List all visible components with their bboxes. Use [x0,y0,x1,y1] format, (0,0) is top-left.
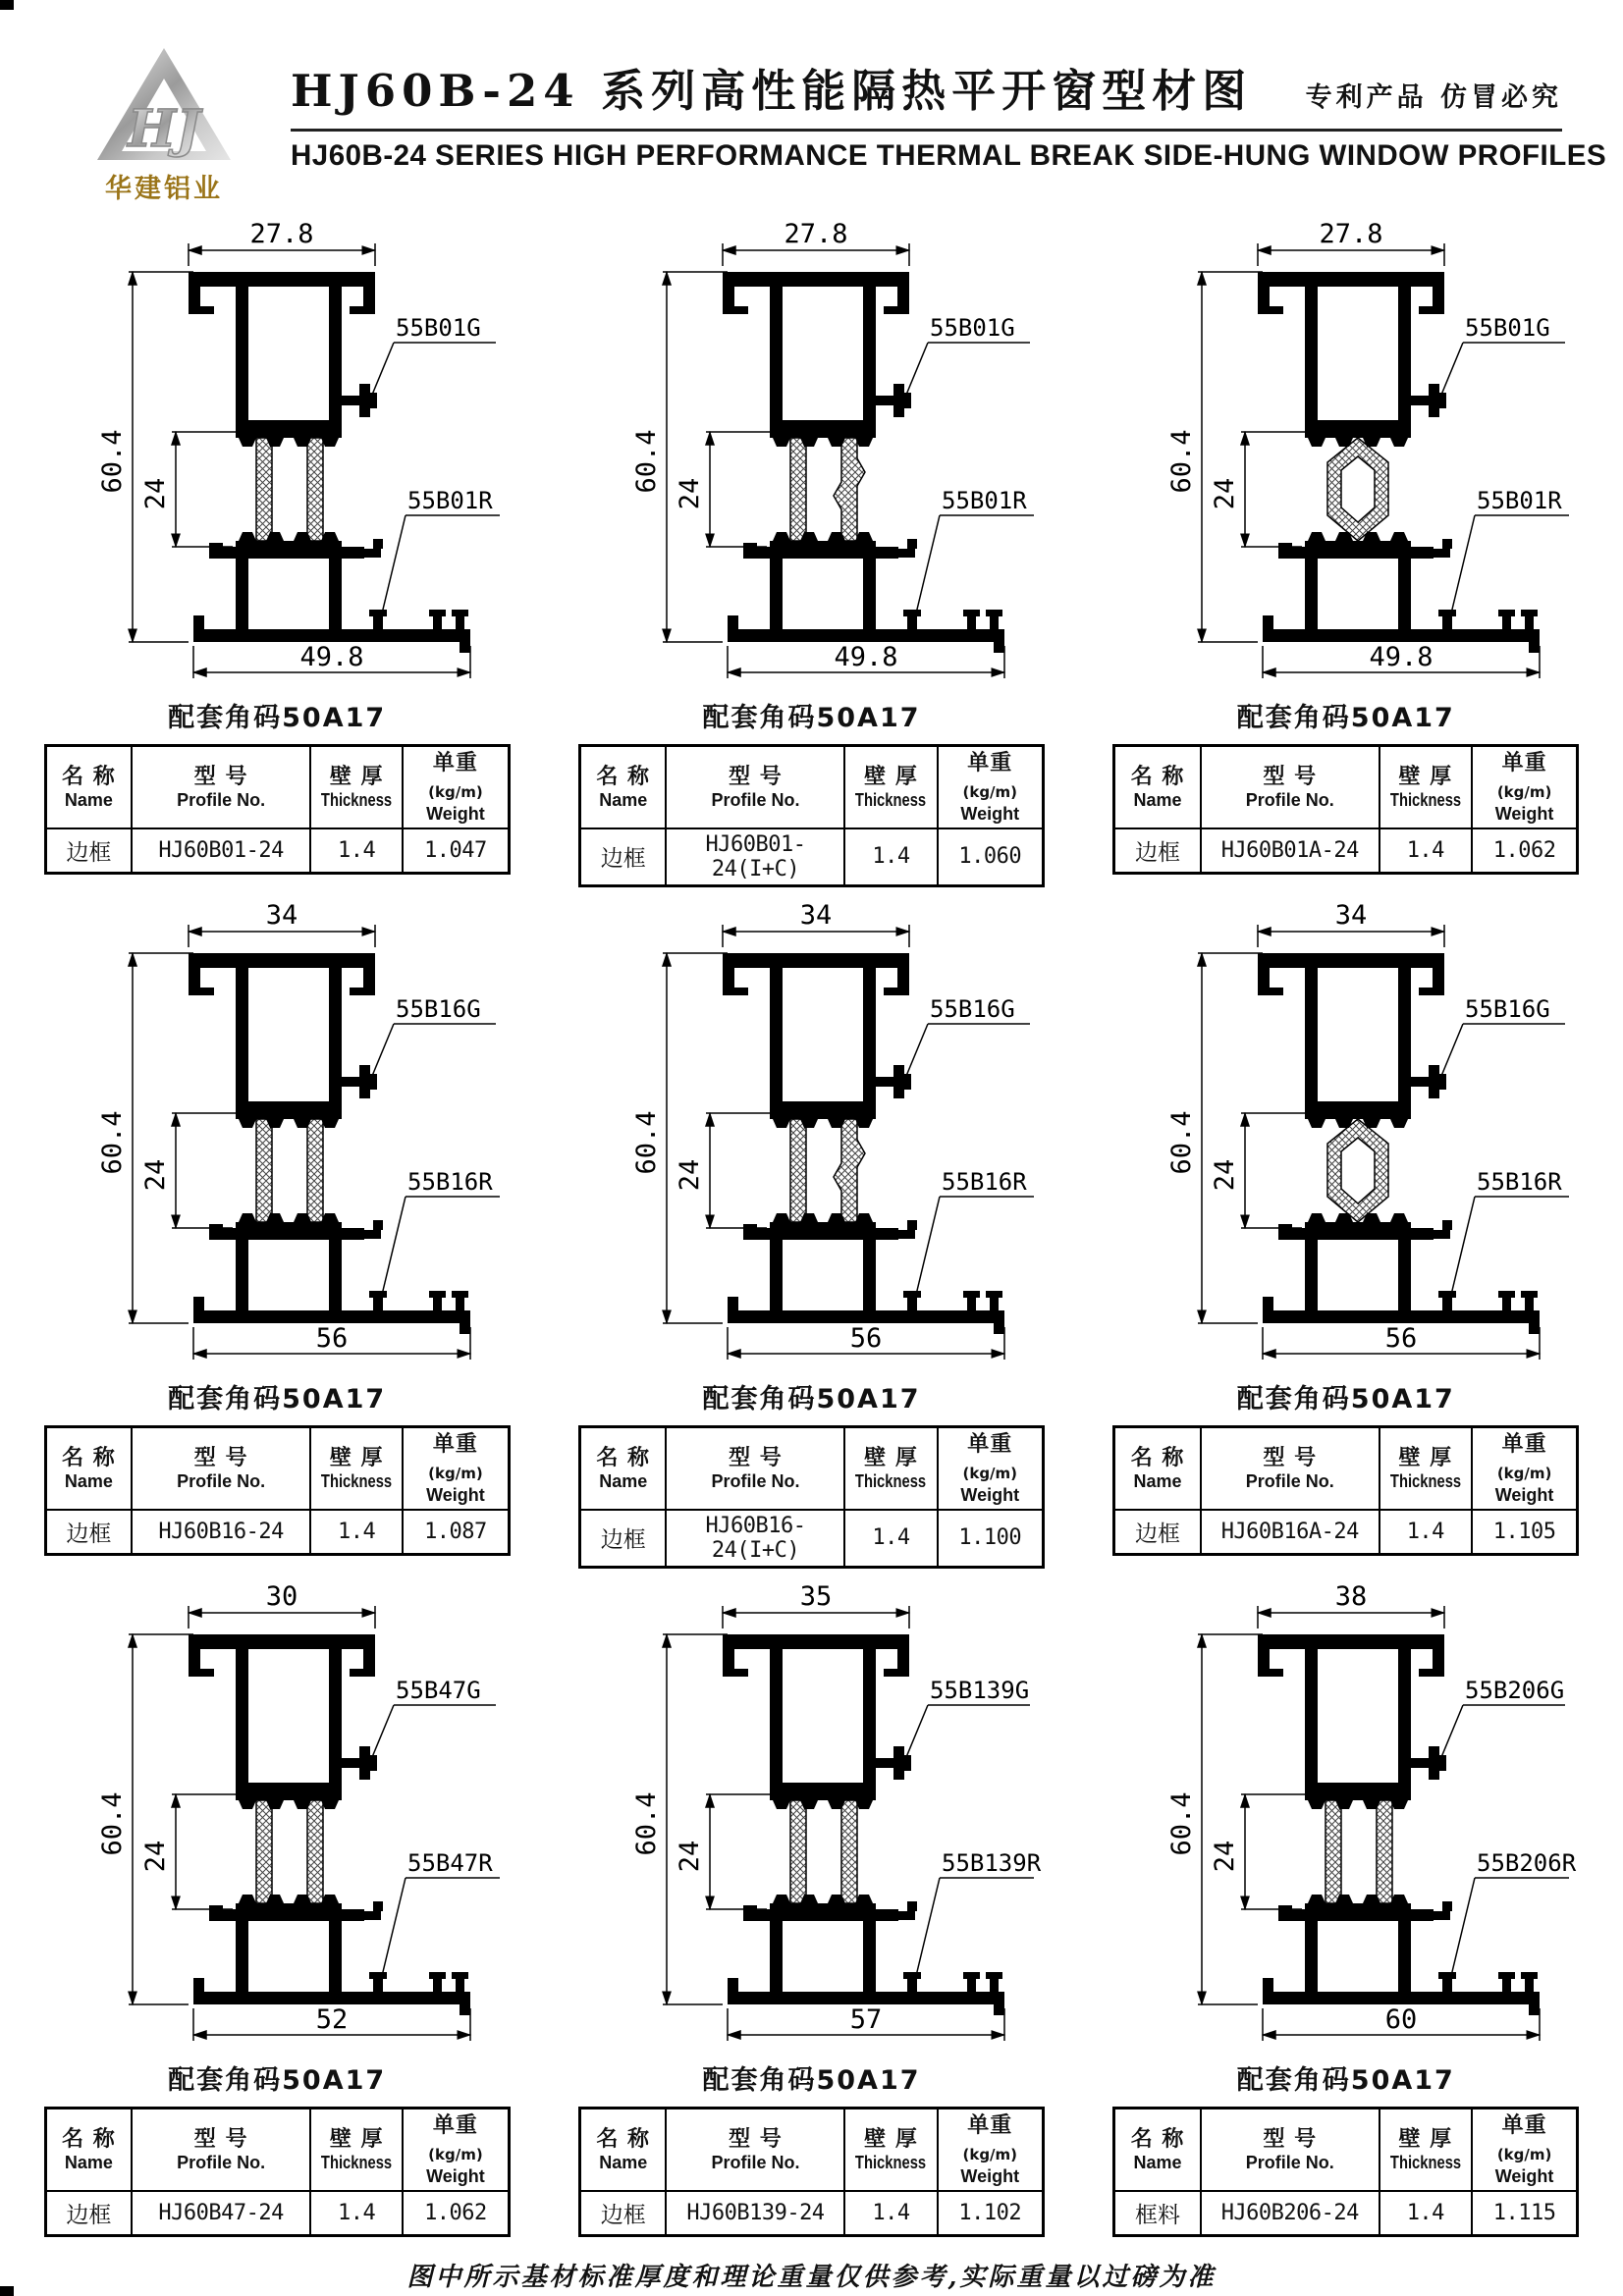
col-profile-header: 型 号 Profile No. [1201,746,1380,828]
weight-cell: 1.102 [938,2191,1044,2236]
dim-top-width: 38 [1334,1581,1368,1612]
profile-drawing [580,892,1042,1373]
col-profile-header: 型 号 Profile No. [1201,1427,1380,1510]
profile-no-cell: HJ60B16-24 [132,1510,310,1555]
profile-cell [1079,1570,1613,2251]
patent-notice: 专利产品 仿冒必究 [1305,82,1562,113]
profile-drawing [580,1574,1042,2055]
col-thickness-header: 壁 厚 Thickness [1380,746,1472,828]
title-divider [291,129,1562,132]
dim-overall-height: 60.4 [631,429,663,494]
gasket-label-g: 55B01G [396,314,481,342]
corner-code-label: 配套角码50A17 [702,703,921,733]
gasket-label-g: 55B01G [1464,314,1550,342]
weight-cell: 1.062 [1472,828,1578,874]
col-name-header: 名 称 Name [579,746,666,828]
profile-no-cell: HJ60B16-24(I+C) [666,1510,844,1568]
col-thickness-header: 壁 厚 Thickness [844,746,937,828]
spec-header-row [1114,2109,1578,2191]
profile-no-cell: HJ60B01-24(I+C) [666,828,844,886]
dim-bottom-width: 56 [315,1323,349,1354]
profile-cell [10,207,544,888]
profile-drawing [1115,211,1577,692]
profile-cell [544,888,1078,1570]
profile-name-cell: 边框 [45,828,132,874]
profile-name-cell: 边框 [1114,828,1201,874]
corner-code-label: 配套角码50A17 [1236,2065,1455,2096]
gasket-label-r: 55B16R [942,1168,1028,1196]
thickness-cell: 1.4 [310,1510,403,1555]
spec-header-row [45,1427,509,1510]
drawing-slot [46,211,508,696]
profile-cell [544,207,1078,888]
col-thickness-header: 壁 厚 Thickness [310,1427,403,1510]
corner-code-label: 配套角码50A17 [1236,1384,1455,1415]
profile-no-cell: HJ60B01A-24 [1201,828,1380,874]
thickness-cell: 1.4 [1380,1510,1472,1555]
col-weight-header: 单重(kg/m) Weight [1472,746,1578,828]
spec-table [44,1425,511,1556]
corner-code-label: 配套角码50A17 [168,1384,387,1415]
profile-drawing [580,211,1042,692]
gasket-label-g: 55B01G [930,314,1016,342]
col-weight-header: 单重(kg/m) Weight [938,1427,1044,1510]
dim-top-width: 27.8 [784,219,848,249]
col-thickness-header: 壁 厚 Thickness [1380,2109,1472,2191]
col-name-header: 名 称 Name [1114,746,1201,828]
gasket-label-g: 55B139G [930,1677,1030,1704]
corner-code-label: 配套角码50A17 [168,703,387,733]
col-thickness-header: 壁 厚 Thickness [1380,1427,1472,1510]
dim-bottom-width: 56 [1384,1323,1418,1354]
spec-table [1112,1425,1579,1556]
dim-top-width: 35 [800,1581,833,1612]
drawing-slot [46,1574,508,2058]
corner-code-label: 配套角码50A17 [702,1384,921,1415]
spec-table [578,744,1045,887]
col-weight-header: 单重(kg/m) Weight [938,2109,1044,2191]
col-name-header: 名 称 Name [45,1427,132,1510]
col-name-header: 名 称 Name [45,2109,132,2191]
dim-top-width: 34 [800,900,833,931]
profile-name-cell: 边框 [45,2191,132,2236]
gasket-label-g: 55B16G [1464,995,1550,1023]
col-name-header: 名 称 Name [45,746,132,828]
drawing-slot [580,1574,1042,2058]
spec-header-row [579,746,1043,828]
dim-top-width: 34 [265,900,298,931]
spec-table [578,2107,1045,2237]
profile-drawing [46,211,508,692]
col-thickness-header: 壁 厚 Thickness [310,2109,403,2191]
col-weight-header: 单重(kg/m) Weight [1472,2109,1578,2191]
dim-overall-height: 60.4 [1165,429,1197,494]
dim-bottom-width: 57 [850,2004,883,2035]
col-thickness-header: 壁 厚 Thickness [844,2109,937,2191]
dim-break-height: 24 [675,477,706,510]
corner-code-label: 配套角码50A17 [168,2065,387,2096]
profile-cell [544,1570,1078,2251]
dim-bottom-width: 49.8 [299,642,364,672]
profile-no-cell: HJ60B206-24 [1201,2191,1380,2236]
spec-data-row [1114,1510,1578,1555]
spec-header-row [45,2109,509,2191]
dim-overall-height: 60.4 [97,1791,129,1856]
col-name-header: 名 称 Name [579,1427,666,1510]
profile-name-cell: 边框 [579,828,666,886]
gasket-label-r: 55B139R [942,1849,1042,1877]
col-profile-header: 型 号 Profile No. [666,1427,844,1510]
col-profile-header: 型 号 Profile No. [666,746,844,828]
drawing-slot [580,892,1042,1377]
profile-no-cell: HJ60B139-24 [666,2191,844,2236]
profile-cell [1079,207,1613,888]
col-thickness-header: 壁 厚 Thickness [310,746,403,828]
gasket-label-g: 55B16G [930,995,1016,1023]
spec-data-row [579,2191,1043,2236]
gasket-label-r: 55B206R [1476,1849,1576,1877]
thickness-cell: 1.4 [844,828,937,886]
dim-break-height: 24 [1209,1158,1240,1192]
thickness-cell: 1.4 [844,2191,937,2236]
gasket-label-r: 55B01R [1476,487,1562,514]
page-header [0,0,1623,205]
gasket-label-r: 55B01R [407,487,493,514]
dim-top-width: 27.8 [249,219,314,249]
dim-bottom-width: 52 [315,2004,349,2035]
spec-header-row [1114,1427,1578,1510]
company-logo-icon [90,45,238,163]
spec-data-row [579,828,1043,886]
dim-overall-height: 60.4 [631,1110,663,1175]
gasket-label-g: 55B16G [396,995,481,1023]
dim-break-height: 24 [140,1840,172,1873]
dim-break-height: 24 [140,477,172,510]
col-weight-header: 单重(kg/m) Weight [938,746,1044,828]
dim-bottom-width: 56 [850,1323,883,1354]
col-profile-header: 型 号 Profile No. [1201,2109,1380,2191]
dim-overall-height: 60.4 [1165,1791,1197,1856]
gasket-label-r: 55B16R [407,1168,493,1196]
spec-table [1112,744,1579,875]
profile-drawing [1115,1574,1577,2055]
thickness-cell: 1.4 [1380,2191,1472,2236]
dim-overall-height: 60.4 [631,1791,663,1856]
spec-table [44,2107,511,2237]
profile-cell [10,888,544,1570]
spec-data-row [45,828,509,874]
weight-cell: 1.062 [403,2191,509,2236]
profile-name-cell: 边框 [45,1510,132,1555]
profile-drawing [46,892,508,1373]
col-profile-header: 型 号 Profile No. [666,2109,844,2191]
corner-code-label: 配套角码50A17 [1236,703,1455,733]
profile-name-cell: 边框 [579,2191,666,2236]
gasket-label-g: 55B47G [396,1677,481,1704]
footer-note: 图中所示基材标准厚度和理论重量仅供参考,实际重量以过磅为准 [406,2263,1217,2292]
gasket-label-g: 55B206G [1464,1677,1564,1704]
profile-drawing [1115,892,1577,1373]
thickness-cell: 1.4 [844,1510,937,1568]
spec-data-row [579,1510,1043,1568]
weight-cell: 1.115 [1472,2191,1578,2236]
profile-name-cell: 框料 [1114,2191,1201,2236]
col-name-header: 名 称 Name [579,2109,666,2191]
dim-overall-height: 60.4 [97,1110,129,1175]
dim-top-width: 34 [1334,900,1368,931]
drawing-slot [1115,892,1577,1377]
spec-table [578,1425,1045,1569]
page-title: HJ60B-24 系列高性能隔热平开窗型材图 [291,65,1253,117]
weight-cell: 1.087 [403,1510,509,1555]
dim-break-height: 24 [1209,477,1240,510]
col-weight-header: 单重(kg/m) Weight [403,1427,509,1510]
profile-no-cell: HJ60B01-24 [132,828,310,874]
drawing-slot [580,211,1042,696]
spec-table [44,744,511,875]
weight-cell: 1.047 [403,828,509,874]
profile-no-cell: HJ60B47-24 [132,2191,310,2236]
corner-code-label: 配套角码50A17 [702,2065,921,2096]
col-profile-header: 型 号 Profile No. [132,746,310,828]
col-profile-header: 型 号 Profile No. [132,2109,310,2191]
dim-overall-height: 60.4 [1165,1110,1197,1175]
thickness-cell: 1.4 [310,2191,403,2236]
drawing-slot [46,892,508,1377]
dim-top-width: 27.8 [1319,219,1383,249]
col-name-header: 名 称 Name [1114,1427,1201,1510]
weight-cell: 1.060 [938,828,1044,886]
spec-header-row [45,746,509,828]
dim-bottom-width: 49.8 [834,642,898,672]
spec-data-row [1114,828,1578,874]
spec-data-row [1114,2191,1578,2236]
company-name: 华建铝业 [105,174,223,204]
dim-overall-height: 60.4 [97,429,129,494]
dim-break-height: 24 [140,1158,172,1192]
crop-mark [0,2286,14,2296]
profile-cell [10,1570,544,2251]
page-subtitle-en: HJ60B-24 SERIES HIGH PERFORMANCE THERMAL BREAK SIDE-HUNG WINDOW PROFILES [291,139,1607,172]
gasket-label-r: 55B16R [1476,1168,1562,1196]
profile-no-cell: HJ60B16A-24 [1201,1510,1380,1555]
dim-break-height: 24 [675,1158,706,1192]
profile-cell [1079,888,1613,1570]
dim-bottom-width: 60 [1384,2004,1418,2035]
profile-name-cell: 边框 [579,1510,666,1568]
col-weight-header: 单重(kg/m) Weight [403,2109,509,2191]
gasket-label-r: 55B01R [942,487,1028,514]
weight-cell: 1.100 [938,1510,1044,1568]
spec-header-row [1114,746,1578,828]
col-name-header: 名 称 Name [1114,2109,1201,2191]
gasket-label-r: 55B47R [407,1849,493,1877]
col-thickness-header: 壁 厚 Thickness [844,1427,937,1510]
spec-table [1112,2107,1579,2237]
svg-text:HJ: HJ [128,99,200,159]
drawing-slot [1115,1574,1577,2058]
thickness-cell: 1.4 [1380,828,1472,874]
drawing-slot [1115,211,1577,696]
logo-block [71,45,257,205]
col-weight-header: 单重(kg/m) Weight [403,746,509,828]
weight-cell: 1.105 [1472,1510,1578,1555]
profile-name-cell: 边框 [1114,1510,1201,1555]
spec-header-row [579,1427,1043,1510]
dim-break-height: 24 [1209,1840,1240,1873]
spec-header-row [579,2109,1043,2191]
spec-data-row [45,2191,509,2236]
profile-drawing [46,1574,508,2055]
dim-bottom-width: 49.8 [1369,642,1434,672]
profiles-grid [0,207,1623,2251]
dim-top-width: 30 [265,1581,298,1612]
dim-break-height: 24 [675,1840,706,1873]
title-block [291,45,1607,205]
col-profile-header: 型 号 Profile No. [132,1427,310,1510]
thickness-cell: 1.4 [310,828,403,874]
crop-mark [0,0,14,10]
spec-data-row [45,1510,509,1555]
col-weight-header: 单重(kg/m) Weight [1472,1427,1578,1510]
